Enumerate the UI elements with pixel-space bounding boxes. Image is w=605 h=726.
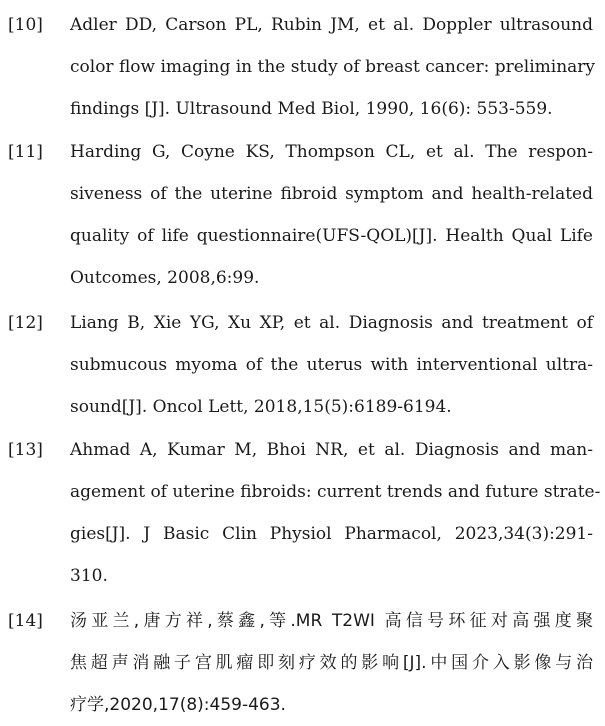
reference-text-line: gies[J]. J Basic Clin Physiol Pharmacol, 2023,34(3):291- — [70, 524, 593, 544]
reference-number: [10] — [8, 15, 43, 35]
reference-text-line: quality of life questionnaire(UFS-QOL)[J]. Health Qual Life — [70, 226, 593, 246]
reference-number: [14] — [8, 611, 43, 631]
reference-text-line: Adler DD, Carson PL, Rubin JM, et al. Doppler ultrasound — [70, 15, 593, 35]
reference-text-line: 疗学,2020,17(8):459-463. — [70, 695, 286, 715]
reference-text-line: Outcomes, 2008,6:99. — [70, 268, 260, 288]
reference-number: [11] — [8, 142, 43, 162]
reference-text-line: findings [J]. Ultrasound Med Biol, 1990, 16(6): 553-559. — [70, 99, 553, 119]
reference-text-line: Harding G, Coyne KS, Thompson CL, et al. The respon- — [70, 142, 593, 162]
reference-number: [13] — [8, 440, 43, 460]
reference-text-line: siveness of the uterine fibroid symptom and health-related — [70, 184, 593, 204]
reference-text-line: Liang B, Xie YG, Xu XP, et al. Diagnosis and treatment of — [70, 313, 593, 333]
reference-text-line: color flow imaging in the study of breast cancer: preliminary — [70, 57, 596, 77]
reference-text-line: submucous myoma of the uterus with interventional ultra- — [70, 355, 593, 375]
reference-text-line: Ahmad A, Kumar M, Bhoi NR, et al. Diagnosis and man- — [70, 440, 593, 460]
reference-text-line: 焦超声消融子宫肌瘤即刻疗效的影响[J].中国介入影像与治 — [70, 653, 593, 673]
reference-text-line: agement of uterine fibroids: current trends and future strate- — [70, 482, 601, 502]
reference-text-line: 汤亚兰,唐方祥,蔡鑫,等.MR T2WI 高信号环征对高强度聚 — [70, 611, 593, 631]
reference-text-line: 310. — [70, 566, 108, 586]
reference-text-line: sound[J]. Oncol Lett, 2018,15(5):6189-6194. — [70, 397, 452, 417]
reference-number: [12] — [8, 313, 43, 333]
